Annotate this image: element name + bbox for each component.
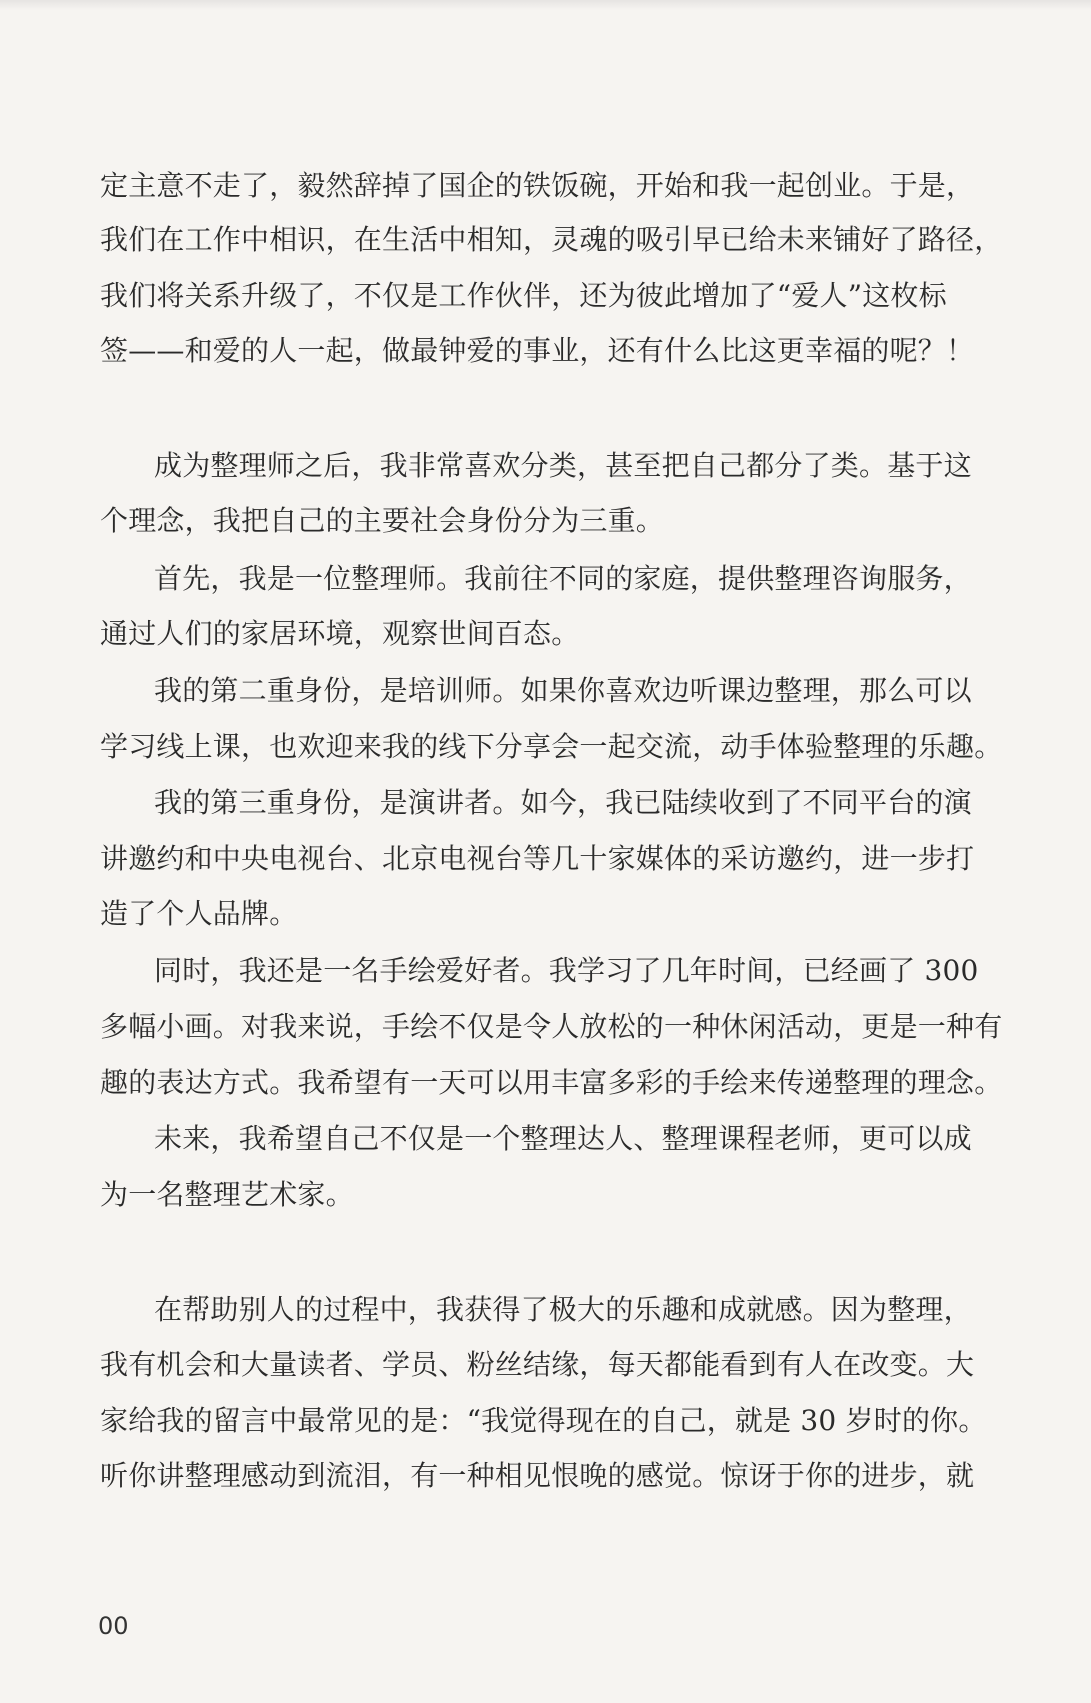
text-line: 造了个人品牌。 xyxy=(100,897,298,930)
page-edge-shade xyxy=(0,0,1091,10)
text-line: 学习线上课，也欢迎来我的线下分享会一起交流，动手体验整理的乐趣。 xyxy=(100,730,1003,763)
text-line: 在帮助别人的过程中，我获得了极大的乐趣和成就感。因为整理， xyxy=(154,1293,972,1326)
text-line: 我们将关系升级了，不仅是工作伙伴，还为彼此增加了“爱人”这枚标 xyxy=(100,279,947,312)
text-line: 个理念，我把自己的主要社会身份分为三重。 xyxy=(100,504,665,537)
text-line: 成为整理师之后，我非常喜欢分类，甚至把自己都分了类。基于这 xyxy=(154,449,972,482)
page-number: 00 xyxy=(98,1612,129,1640)
text-line: 多幅小画。对我来说，手绘不仅是令人放松的一种休闲活动，更是一种有 xyxy=(100,1010,1003,1043)
text-line: 我们在工作中相识，在生活中相知，灵魂的吸引早已给未来铺好了路径， xyxy=(100,223,1003,256)
text-line: 家给我的留言中最常见的是：“我觉得现在的自己，就是 30 岁时的你。 xyxy=(100,1404,987,1437)
text-line: 定主意不走了，毅然辞掉了国企的铁饭碗，开始和我一起创业。于是， xyxy=(100,169,975,202)
text-line: 签——和爱的人一起，做最钟爱的事业，还有什么比这更幸福的呢？！ xyxy=(100,334,975,367)
text-line: 同时，我还是一名手绘爱好者。我学习了几年时间，已经画了 300 xyxy=(154,954,979,987)
text-line: 趣的表达方式。我希望有一天可以用丰富多彩的手绘来传递整理的理念。 xyxy=(100,1066,1003,1099)
text-line: 我的第三重身份，是演讲者。如今，我已陆续收到了不同平台的演 xyxy=(154,786,972,819)
text-line: 通过人们的家居环境，观察世间百态。 xyxy=(100,617,580,650)
text-line: 未来，我希望自己不仅是一个整理达人、整理课程老师，更可以成 xyxy=(154,1122,972,1155)
text-line: 听你讲整理感动到流泪，有一种相见恨晚的感觉。惊讶于你的进步，就 xyxy=(100,1459,975,1492)
text-line: 首先，我是一位整理师。我前往不同的家庭，提供整理咨询服务， xyxy=(154,562,972,595)
text-line: 我的第二重身份，是培训师。如果你喜欢边听课边整理，那么可以 xyxy=(154,674,972,707)
text-line: 讲邀约和中央电视台、北京电视台等几十家媒体的采访邀约，进一步打 xyxy=(100,842,975,875)
text-line: 为一名整理艺术家。 xyxy=(100,1178,354,1211)
text-line: 我有机会和大量读者、学员、粉丝结缘，每天都能看到有人在改变。大 xyxy=(100,1348,975,1381)
